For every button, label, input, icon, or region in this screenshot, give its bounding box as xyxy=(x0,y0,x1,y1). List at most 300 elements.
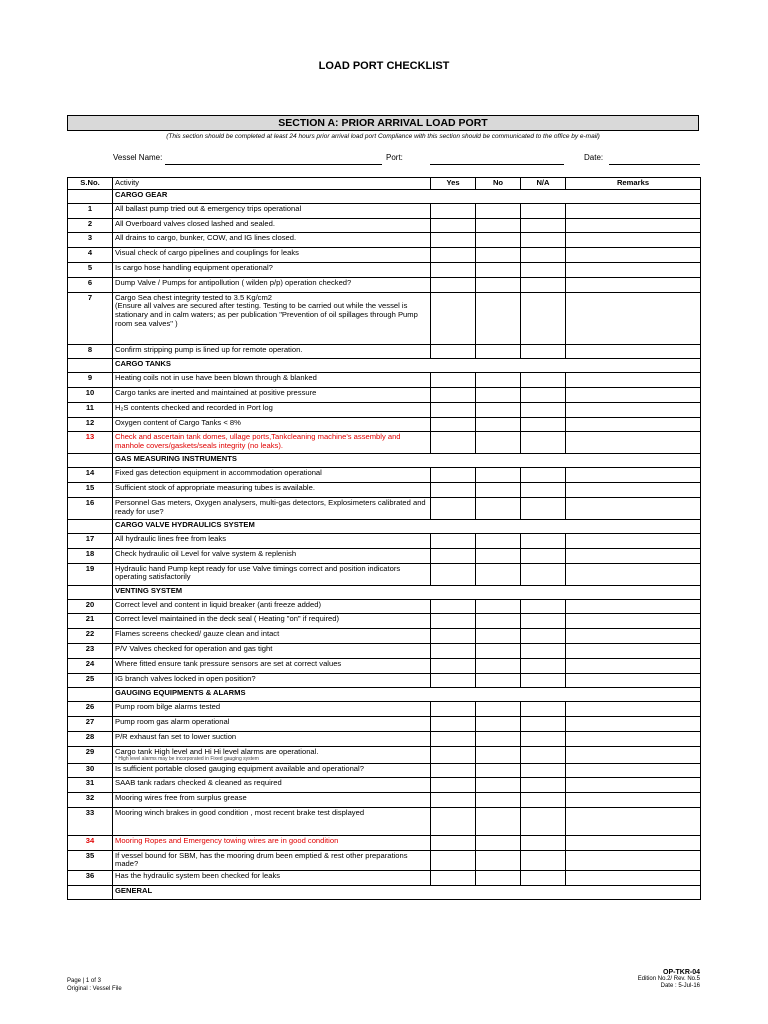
na-cell[interactable] xyxy=(521,850,566,870)
no-cell[interactable] xyxy=(476,778,521,793)
na-cell[interactable] xyxy=(521,432,566,454)
category-label: GENERAL xyxy=(113,885,701,899)
activity-text: P/R exhaust fan set to lower suction xyxy=(115,732,237,742)
row-number: 2 xyxy=(68,218,113,233)
checklist-row xyxy=(68,732,701,747)
no-cell[interactable] xyxy=(476,763,521,778)
yes-cell[interactable] xyxy=(431,344,476,359)
yes-cell[interactable] xyxy=(431,835,476,850)
section-title: SECTION A: PRIOR ARRIVAL LOAD PORT xyxy=(67,115,699,131)
remarks-cell[interactable] xyxy=(566,432,701,454)
row-number: 13 xyxy=(68,432,113,454)
checklist-row xyxy=(68,614,701,629)
yes-cell[interactable] xyxy=(431,218,476,233)
row-number: 17 xyxy=(68,534,113,549)
row-number: 15 xyxy=(68,483,113,498)
na-cell[interactable] xyxy=(521,292,566,344)
header-row xyxy=(68,178,701,190)
remarks-cell[interactable] xyxy=(566,763,701,778)
category-sno-cell xyxy=(68,688,113,702)
activity-text: Pump room bilge alarms tested xyxy=(115,702,221,712)
row-number: 26 xyxy=(68,702,113,717)
yes-cell[interactable] xyxy=(431,793,476,808)
na-cell[interactable] xyxy=(521,468,566,483)
na-cell[interactable] xyxy=(521,614,566,629)
activity-text: Correct level and content in liquid breaker (anti freeze added) xyxy=(115,599,321,609)
no-cell[interactable] xyxy=(476,218,521,233)
vessel-name-label: Vessel Name: xyxy=(113,153,163,162)
remarks-cell[interactable] xyxy=(566,233,701,248)
na-cell[interactable] xyxy=(521,203,566,218)
yes-cell[interactable] xyxy=(431,778,476,793)
na-cell[interactable] xyxy=(521,778,566,793)
category-label: VENTING SYSTEM xyxy=(113,585,701,599)
checklist-row xyxy=(68,717,701,732)
activity-cell xyxy=(113,534,431,549)
no-cell[interactable] xyxy=(476,717,521,732)
activity-cell xyxy=(113,763,431,778)
activity-cell xyxy=(113,262,431,277)
na-cell[interactable] xyxy=(521,277,566,292)
yes-cell[interactable] xyxy=(431,233,476,248)
yes-cell[interactable] xyxy=(431,629,476,644)
no-cell[interactable] xyxy=(476,599,521,614)
remarks-cell[interactable] xyxy=(566,388,701,403)
yes-cell[interactable] xyxy=(431,292,476,344)
no-cell[interactable] xyxy=(476,498,521,520)
col-header-yes: Yes xyxy=(431,178,476,190)
no-cell[interactable] xyxy=(476,673,521,688)
na-cell[interactable] xyxy=(521,483,566,498)
no-cell[interactable] xyxy=(476,807,521,835)
remarks-cell[interactable] xyxy=(566,292,701,344)
na-cell[interactable] xyxy=(521,871,566,886)
activity-text: Sufficient stock of appropriate measuring tubes is available. xyxy=(115,483,315,493)
col-header-sno: S.No. xyxy=(68,178,113,190)
activity-text: Pump room gas alarm operational xyxy=(115,717,230,727)
remarks-cell[interactable] xyxy=(566,277,701,292)
yes-cell[interactable] xyxy=(431,644,476,659)
activity-text: Has the hydraulic system been checked for leaks xyxy=(115,871,281,881)
category-label: CARGO TANKS xyxy=(113,359,701,373)
no-cell[interactable] xyxy=(476,629,521,644)
yes-cell[interactable] xyxy=(431,614,476,629)
row-number: 27 xyxy=(68,717,113,732)
checklist-row xyxy=(68,702,701,717)
activity-cell xyxy=(113,432,431,454)
na-cell[interactable] xyxy=(521,248,566,263)
checklist-row xyxy=(68,871,701,886)
row-number: 9 xyxy=(68,373,113,388)
remarks-cell[interactable] xyxy=(566,402,701,417)
checklist-row xyxy=(68,248,701,263)
document-title: LOAD PORT CHECKLIST xyxy=(318,60,450,72)
activity-cell xyxy=(113,746,431,763)
remarks-cell[interactable] xyxy=(566,778,701,793)
yes-cell[interactable] xyxy=(431,563,476,585)
activity-cell xyxy=(113,292,431,344)
no-cell[interactable] xyxy=(476,835,521,850)
activity-cell xyxy=(113,673,431,688)
no-cell[interactable] xyxy=(476,534,521,549)
no-cell[interactable] xyxy=(476,702,521,717)
category-row xyxy=(68,189,701,203)
yes-cell[interactable] xyxy=(431,248,476,263)
remarks-cell[interactable] xyxy=(566,548,701,563)
yes-cell[interactable] xyxy=(431,702,476,717)
row-number: 4 xyxy=(68,248,113,263)
no-cell[interactable] xyxy=(476,793,521,808)
checklist-row xyxy=(68,218,701,233)
yes-cell[interactable] xyxy=(431,468,476,483)
activity-text: All ballast pump tried out & emergency trips operational xyxy=(115,203,302,213)
na-cell[interactable] xyxy=(521,402,566,417)
row-number: 1 xyxy=(68,203,113,218)
remarks-cell[interactable] xyxy=(566,871,701,886)
na-cell[interactable] xyxy=(521,702,566,717)
category-sno-cell xyxy=(68,454,113,468)
no-cell[interactable] xyxy=(476,402,521,417)
yes-cell[interactable] xyxy=(431,658,476,673)
activity-cell xyxy=(113,344,431,359)
remarks-cell[interactable] xyxy=(566,793,701,808)
na-cell[interactable] xyxy=(521,793,566,808)
na-cell[interactable] xyxy=(521,262,566,277)
category-sno-cell xyxy=(68,189,113,203)
activity-cell xyxy=(113,835,431,850)
yes-cell[interactable] xyxy=(431,599,476,614)
activity-cell xyxy=(113,807,431,835)
checklist-row xyxy=(68,498,701,520)
no-cell[interactable] xyxy=(476,417,521,432)
row-number: 3 xyxy=(68,233,113,248)
activity-cell xyxy=(113,468,431,483)
activity-cell xyxy=(113,373,431,388)
yes-cell[interactable] xyxy=(431,717,476,732)
activity-text: Dump Valve / Pumps for antipollution ( wilden p/p) operation checked? xyxy=(115,277,352,287)
activity-text: SAAB tank radars checked & cleaned as required xyxy=(115,778,282,788)
yes-cell[interactable] xyxy=(431,548,476,563)
checklist-row xyxy=(68,548,701,563)
remarks-cell[interactable] xyxy=(566,483,701,498)
activity-cell xyxy=(113,732,431,747)
na-cell[interactable] xyxy=(521,732,566,747)
category-sno-cell xyxy=(68,520,113,534)
row-number: 20 xyxy=(68,599,113,614)
checklist-row xyxy=(68,483,701,498)
remarks-cell[interactable] xyxy=(566,534,701,549)
na-cell[interactable] xyxy=(521,388,566,403)
checklist-row xyxy=(68,292,701,344)
na-cell[interactable] xyxy=(521,658,566,673)
original-note: Original : Vessel File xyxy=(67,986,122,992)
remarks-cell[interactable] xyxy=(566,344,701,359)
edition: Edition No.2/ Rev. No.5 xyxy=(637,976,700,982)
no-cell[interactable] xyxy=(476,850,521,870)
no-cell[interactable] xyxy=(476,644,521,659)
checklist-row xyxy=(68,262,701,277)
checklist-row xyxy=(68,658,701,673)
activity-cell xyxy=(113,417,431,432)
remarks-cell[interactable] xyxy=(566,702,701,717)
activity-text: P/V Valves checked for operation and gas tight xyxy=(115,644,273,654)
doc-code: OP-TKR-04 xyxy=(663,969,700,976)
checklist-row xyxy=(68,277,701,292)
activity-text: Cargo tanks are inerted and maintained at positive pressure xyxy=(115,388,317,398)
category-row xyxy=(68,359,701,373)
row-number: 6 xyxy=(68,277,113,292)
row-number: 24 xyxy=(68,658,113,673)
yes-cell[interactable] xyxy=(431,746,476,763)
remarks-cell[interactable] xyxy=(566,262,701,277)
no-cell[interactable] xyxy=(476,248,521,263)
category-row xyxy=(68,688,701,702)
activity-cell xyxy=(113,850,431,870)
no-cell[interactable] xyxy=(476,468,521,483)
activity-text: Correct level maintained in the deck seal ( Heating "on" if required) xyxy=(115,614,340,624)
date-label: Date: xyxy=(584,153,604,162)
port-field[interactable] xyxy=(430,164,564,165)
na-cell[interactable] xyxy=(521,673,566,688)
no-cell[interactable] xyxy=(476,277,521,292)
activity-text: If vessel bound for SBM, has the mooring drum been emptied & rest other preparations made? xyxy=(115,850,410,869)
remarks-cell[interactable] xyxy=(566,203,701,218)
row-number: 16 xyxy=(68,498,113,520)
activity-cell xyxy=(113,614,431,629)
remarks-cell[interactable] xyxy=(566,498,701,520)
activity-text: IG branch valves locked in open position? xyxy=(115,673,256,683)
row-number: 18 xyxy=(68,548,113,563)
na-cell[interactable] xyxy=(521,763,566,778)
row-number: 32 xyxy=(68,793,113,808)
activity-cell xyxy=(113,548,431,563)
remarks-cell[interactable] xyxy=(566,807,701,835)
activity-text: Confirm stripping pump is lined up for remote operation. xyxy=(115,344,303,354)
activity-text: H₂S contents checked and recorded in Port log xyxy=(115,402,273,412)
remarks-cell[interactable] xyxy=(566,373,701,388)
activity-cell xyxy=(113,402,431,417)
checklist-row xyxy=(68,835,701,850)
row-number: 36 xyxy=(68,871,113,886)
doc-date: Date : 5-Jul-16 xyxy=(660,983,700,989)
checklist-row xyxy=(68,417,701,432)
activity-cell xyxy=(113,629,431,644)
checklist-row xyxy=(68,850,701,870)
remarks-cell[interactable] xyxy=(566,468,701,483)
na-cell[interactable] xyxy=(521,417,566,432)
no-cell[interactable] xyxy=(476,746,521,763)
checklist-row xyxy=(68,644,701,659)
row-number: 7 xyxy=(68,292,113,344)
activity-text: Is sufficient portable closed gauging equipment available and operational? xyxy=(115,763,364,773)
na-cell[interactable] xyxy=(521,218,566,233)
na-cell[interactable] xyxy=(521,548,566,563)
remarks-cell[interactable] xyxy=(566,614,701,629)
no-cell[interactable] xyxy=(476,614,521,629)
yes-cell[interactable] xyxy=(431,262,476,277)
yes-cell[interactable] xyxy=(431,402,476,417)
category-sno-cell xyxy=(68,359,113,373)
yes-cell[interactable] xyxy=(431,673,476,688)
activity-cell xyxy=(113,658,431,673)
checklist-row xyxy=(68,563,701,585)
activity-text: Visual check of cargo pipelines and couplings for leaks xyxy=(115,248,299,258)
row-number: 11 xyxy=(68,402,113,417)
row-number: 10 xyxy=(68,388,113,403)
row-number: 31 xyxy=(68,778,113,793)
activity-text: Cargo tank High level and Hi Hi level alarms are operational. xyxy=(115,746,319,756)
checklist-row xyxy=(68,344,701,359)
na-cell[interactable] xyxy=(521,835,566,850)
yes-cell[interactable] xyxy=(431,432,476,454)
activity-cell xyxy=(113,778,431,793)
remarks-cell[interactable] xyxy=(566,850,701,870)
activity-cell xyxy=(113,483,431,498)
yes-cell[interactable] xyxy=(431,763,476,778)
activity-text: Personnel Gas meters, Oxygen analysers, multi-gas detectors, Explosimeters calibrated and ready for use? xyxy=(115,498,428,516)
activity-cell xyxy=(113,717,431,732)
category-row xyxy=(68,585,701,599)
row-number: 23 xyxy=(68,644,113,659)
checklist-row xyxy=(68,599,701,614)
yes-cell[interactable] xyxy=(431,498,476,520)
checklist-row xyxy=(68,468,701,483)
remarks-cell[interactable] xyxy=(566,417,701,432)
checklist-table xyxy=(67,177,701,900)
date-field[interactable] xyxy=(609,164,700,165)
yes-cell[interactable] xyxy=(431,388,476,403)
row-number: 14 xyxy=(68,468,113,483)
category-sno-cell xyxy=(68,885,113,899)
category-row xyxy=(68,454,701,468)
yes-cell[interactable] xyxy=(431,373,476,388)
remarks-cell[interactable] xyxy=(566,644,701,659)
col-header-activity: Activity xyxy=(113,178,431,190)
activity-cell xyxy=(113,233,431,248)
remarks-cell[interactable] xyxy=(566,629,701,644)
yes-cell[interactable] xyxy=(431,417,476,432)
na-cell[interactable] xyxy=(521,563,566,585)
yes-cell[interactable] xyxy=(431,807,476,835)
activity-text: Check hydraulic oil Level for valve system & replenish xyxy=(115,548,297,558)
no-cell[interactable] xyxy=(476,563,521,585)
no-cell[interactable] xyxy=(476,292,521,344)
col-header-remarks: Remarks xyxy=(566,178,701,190)
remarks-cell[interactable] xyxy=(566,563,701,585)
no-cell[interactable] xyxy=(476,203,521,218)
activity-text: Oxygen content of Cargo Tanks < 8% xyxy=(115,417,241,427)
no-cell[interactable] xyxy=(476,871,521,886)
remarks-cell[interactable] xyxy=(566,717,701,732)
no-cell[interactable] xyxy=(476,233,521,248)
no-cell[interactable] xyxy=(476,373,521,388)
activity-cell xyxy=(113,498,431,520)
no-cell[interactable] xyxy=(476,344,521,359)
na-cell[interactable] xyxy=(521,644,566,659)
row-number: 22 xyxy=(68,629,113,644)
na-cell[interactable] xyxy=(521,498,566,520)
activity-text: Fixed gas detection equipment in accommodation operational xyxy=(115,468,322,478)
activity-cell xyxy=(113,702,431,717)
remarks-cell[interactable] xyxy=(566,673,701,688)
yes-cell[interactable] xyxy=(431,203,476,218)
row-number: 19 xyxy=(68,563,113,585)
checklist-row xyxy=(68,763,701,778)
activity-text: Is cargo hose handling equipment operational? xyxy=(115,262,273,272)
category-label: GAS MEASURING INSTRUMENTS xyxy=(113,454,701,468)
activity-text: All hydraulic lines free from leaks xyxy=(115,534,226,544)
na-cell[interactable] xyxy=(521,717,566,732)
na-cell[interactable] xyxy=(521,629,566,644)
na-cell[interactable] xyxy=(521,807,566,835)
no-cell[interactable] xyxy=(476,388,521,403)
page-number: Page | 1 of 3 xyxy=(67,978,101,984)
row-number: 5 xyxy=(68,262,113,277)
vessel-name-field[interactable] xyxy=(165,164,382,165)
yes-cell[interactable] xyxy=(431,277,476,292)
activity-text: Mooring wires free from surplus grease xyxy=(115,793,247,803)
port-label: Port: xyxy=(386,153,403,162)
remarks-cell[interactable] xyxy=(566,658,701,673)
section-note: (This section should be completed at least 24 hours prior arrival load port Compliance with this section should be communicated to the office by e-mail) xyxy=(166,133,600,140)
activity-text: Heating coils not in use have been blown through & blanked xyxy=(115,373,317,383)
na-cell[interactable] xyxy=(521,599,566,614)
row-number: 21 xyxy=(68,614,113,629)
na-cell[interactable] xyxy=(521,746,566,763)
activity-text: Cargo Sea chest integrity tested to 3.5 Kg/cm2 (Ensure all valves are secured after testing. Testing to be carried out while the vessel is stationary and in calm waters; as per publication "Prevention of oil spillages through Pump room sea valves" ) xyxy=(115,292,418,328)
remarks-cell[interactable] xyxy=(566,732,701,747)
category-label: GAUGING EQUIPMENTS & ALARMS xyxy=(113,688,701,702)
yes-cell[interactable] xyxy=(431,871,476,886)
remarks-cell[interactable] xyxy=(566,835,701,850)
activity-text: Mooring winch brakes in good condition , most recent brake test displayed xyxy=(115,807,365,817)
activity-cell xyxy=(113,277,431,292)
remarks-cell[interactable] xyxy=(566,746,701,763)
no-cell[interactable] xyxy=(476,262,521,277)
na-cell[interactable] xyxy=(521,233,566,248)
checklist-row xyxy=(68,233,701,248)
activity-footnote: * High level alarms may be incorporated in Fixed gauging system xyxy=(115,755,259,762)
remarks-cell[interactable] xyxy=(566,218,701,233)
row-number: 29 xyxy=(68,746,113,763)
yes-cell[interactable] xyxy=(431,850,476,870)
activity-cell xyxy=(113,218,431,233)
activity-cell xyxy=(113,871,431,886)
yes-cell[interactable] xyxy=(431,483,476,498)
checklist-row xyxy=(68,373,701,388)
checklist-row xyxy=(68,203,701,218)
checklist-row xyxy=(68,432,701,454)
na-cell[interactable] xyxy=(521,534,566,549)
no-cell[interactable] xyxy=(476,548,521,563)
no-cell[interactable] xyxy=(476,483,521,498)
no-cell[interactable] xyxy=(476,732,521,747)
row-number: 28 xyxy=(68,732,113,747)
no-cell[interactable] xyxy=(476,432,521,454)
remarks-cell[interactable] xyxy=(566,248,701,263)
activity-text: All drains to cargo, bunker, COW, and IG lines closed. xyxy=(115,233,297,243)
activity-text: All Overboard valves closed lashed and sealed. xyxy=(115,218,275,228)
remarks-cell[interactable] xyxy=(566,599,701,614)
row-number: 12 xyxy=(68,417,113,432)
yes-cell[interactable] xyxy=(431,534,476,549)
na-cell[interactable] xyxy=(521,344,566,359)
yes-cell[interactable] xyxy=(431,732,476,747)
no-cell[interactable] xyxy=(476,658,521,673)
na-cell[interactable] xyxy=(521,373,566,388)
col-header-no: No xyxy=(476,178,521,190)
checklist-row xyxy=(68,807,701,835)
